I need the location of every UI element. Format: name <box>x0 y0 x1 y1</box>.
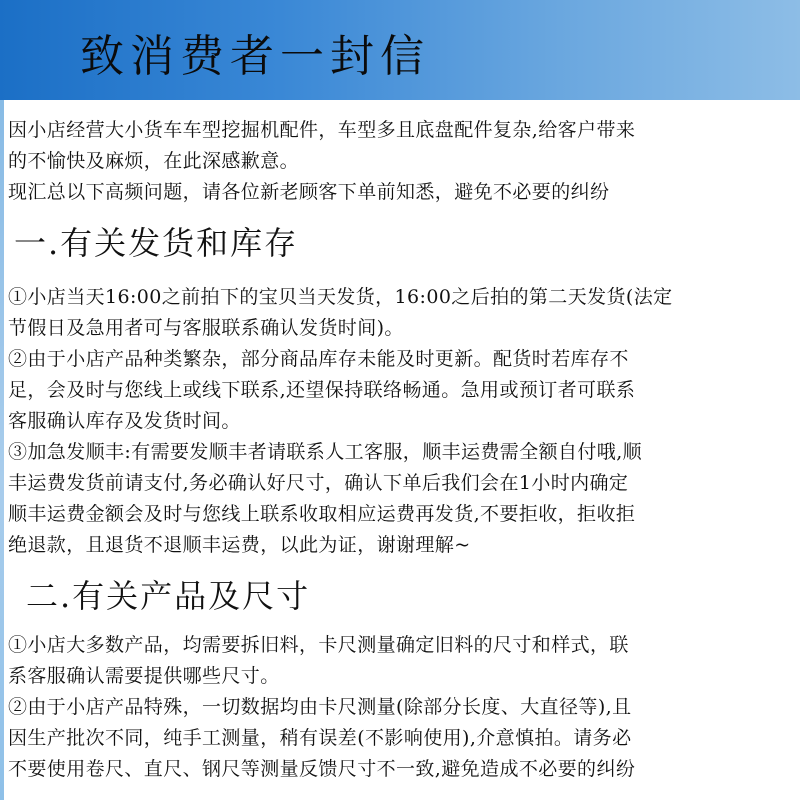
shipping-line: 顺丰运费金额会及时与您线上联系收取相应运费再发货,不要拒收，拒收拒 <box>8 503 636 525</box>
header-banner <box>0 0 800 100</box>
section-heading-shipping: 一.有关发货和库存 <box>14 224 299 262</box>
shipping-line: ②由于小店产品种类繁杂，部分商品库存未能及时更新。配货时若库存不 <box>8 348 629 370</box>
section-heading-products: 二.有关产品及尺寸 <box>26 577 311 615</box>
shipping-paragraph <box>8 282 794 561</box>
intro-line: 现汇总以下高频问题，请各位新老顾客下单前知悉，避免不必要的纠纷 <box>8 181 610 203</box>
letter-body <box>4 100 800 800</box>
shipping-line: 丰运费发货前请支付,务必确认好尺寸，确认下单后我们会在1小时内确定 <box>8 472 629 494</box>
shipping-line: ①小店当天16:00之前拍下的宝贝当天发货，16:00之后拍的第二天发货(法定 <box>8 286 673 308</box>
products-line: ②由于小店产品特殊，一切数据均由卡尺测量(除部分长度、大直径等),且 <box>8 696 632 718</box>
shipping-line: 绝退款，且退货不退顺丰运费，以此为证，谢谢理解~ <box>8 534 471 556</box>
shipping-line: 客服确认库存及发货时间。 <box>8 410 241 432</box>
intro-paragraph <box>8 115 794 208</box>
products-line: 不要使用卷尺、直尺、钢尺等测量反馈尺寸不一致,避免造成不必要的纠纷 <box>8 758 636 780</box>
intro-line: 因小店经营大小货车车型挖掘机配件，车型多且底盘配件复杂,给客户带来 <box>8 119 636 141</box>
products-line: ①小店大多数产品，均需要拆旧料，卡尺测量确定旧料的尺寸和样式，联 <box>8 634 629 656</box>
intro-line: 的不愉快及麻烦，在此深感歉意。 <box>8 150 300 172</box>
shipping-line: ③加急发顺丰:有需要发顺丰者请联系人工客服，顺丰运费需全额自付哦,顺 <box>8 441 643 463</box>
products-line: 因生产批次不同，纯手工测量，稍有误差(不影响使用),介意慎拍。请务必 <box>8 727 632 749</box>
shipping-line: 足，会及时与您线上或线下联系,还望保持联络畅通。急用或预订者可联系 <box>8 379 636 401</box>
shipping-line: 节假日及急用者可与客服联系确认发货时间)。 <box>8 317 404 339</box>
products-paragraph <box>8 630 794 785</box>
page-title: 致消费者一封信 <box>80 31 430 82</box>
products-line: 系客服确认需要提供哪些尺寸。 <box>8 665 280 687</box>
